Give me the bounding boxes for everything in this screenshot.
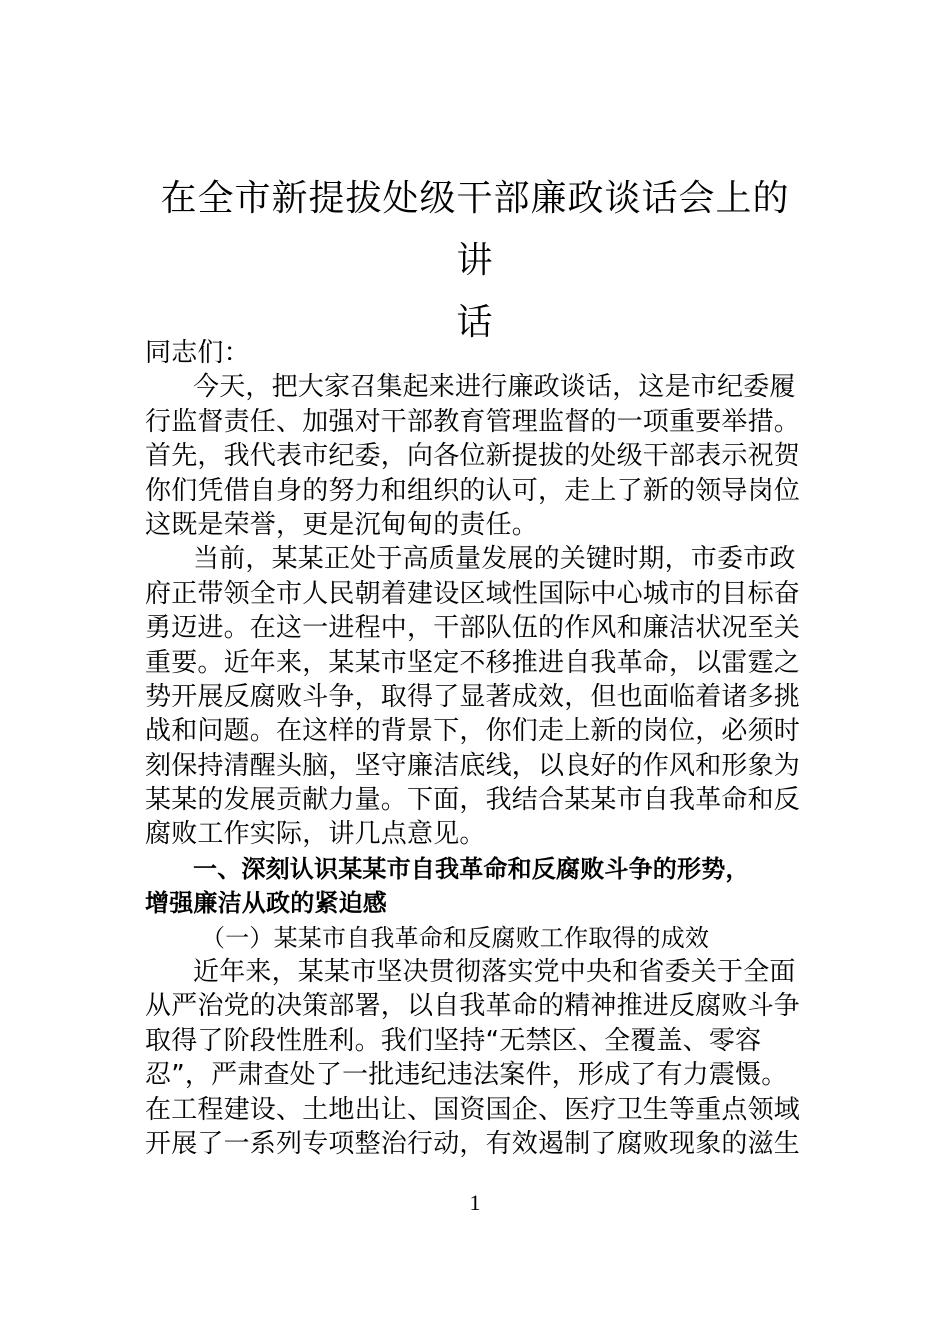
subsection-heading-1: （一）某某市自我革命和反腐败工作取得的成效 (201, 923, 710, 952)
paragraph-2-line-9: 腐败工作实际，讲几点意见。 (145, 819, 486, 850)
paragraph-2-line-6: 战和问题。在这样的背景下，你们走上新的岗位，必须时 (145, 716, 801, 747)
document-title (145, 168, 805, 354)
paragraph-3-line-6: 开展了一系列专项整治行动，有效遏制了腐败现象的滋生 (145, 1128, 801, 1159)
paragraph-1-line-1: 今天，把大家召集起来进行廉政谈话，这是市纪委履 (193, 372, 796, 403)
document-body (145, 336, 810, 1161)
paragraph-2-line-1: 当前，某某正处于高质量发展的关键时期，市委市政 (193, 544, 796, 575)
section-heading-1-line-1: 一、深刻认识某某市自我革命和反腐败斗争的形势， (193, 854, 750, 883)
paragraph-1-line-5: 这既是荣誉，更是沉甸甸的责任。 (145, 509, 539, 540)
paragraph-2-line-3: 勇迈进。在这一进程中，干部队伍的作风和廉洁状况至关 (145, 613, 801, 644)
paragraph-3-line-5: 在工程建设、土地出让、国资国企、医疗卫生等重点领域 (145, 1094, 801, 1125)
paragraph-2-line-5: 势开展反腐败斗争，取得了显著成效，但也面临着诸多挑 (145, 681, 801, 712)
title-line-2: 话 (456, 302, 494, 343)
section-heading-1-line-2: 增强廉洁从政的紧迫感 (145, 889, 387, 918)
paragraph-1-line-2: 行监督责任、加强对干部教育管理监督的一项重要举措。 (145, 406, 801, 437)
paragraph-3-line-4: 忍”，严肃查处了一批违纪违法案件，形成了有力震慑。 (145, 1060, 788, 1091)
salutation: 同志们： (145, 338, 250, 368)
paragraph-2-line-8: 某某的发展贡献力量。下面，我结合某某市自我革命和反 (145, 785, 801, 816)
paragraph-2-line-2: 府正带领全市人民朝着建设区域性国际中心城市的目标奋 (145, 578, 801, 609)
paragraph-3-line-2: 从严治党的决策部署，以自我革命的精神推进反腐败斗争 (145, 991, 801, 1022)
paragraph-2-line-4: 重要。近年来，某某市坚定不移推进自我革命，以雷霆之 (145, 647, 801, 678)
paragraph-1-line-3: 首先，我代表市纪委，向各位新提拔的处级干部表示祝贺 (145, 441, 801, 472)
page-number: 1 (469, 1190, 481, 1215)
title-line-1: 在全市新提拔处级干部廉政谈话会上的讲 (160, 178, 790, 281)
paragraph-2-line-7: 刻保持清醒头脑，坚守廉洁底线，以良好的作风和形象为 (145, 750, 801, 781)
paragraph-3-line-3: 取得了阶段性胜利。我们坚持“无禁区、全覆盖、零容 (145, 1025, 762, 1056)
paragraph-1-line-4: 你们凭借自身的努力和组织的认可，走上了新的领导岗位 (145, 475, 801, 506)
paragraph-3-line-1: 近年来，某某市坚决贯彻落实党中央和省委关于全面 (193, 957, 796, 988)
